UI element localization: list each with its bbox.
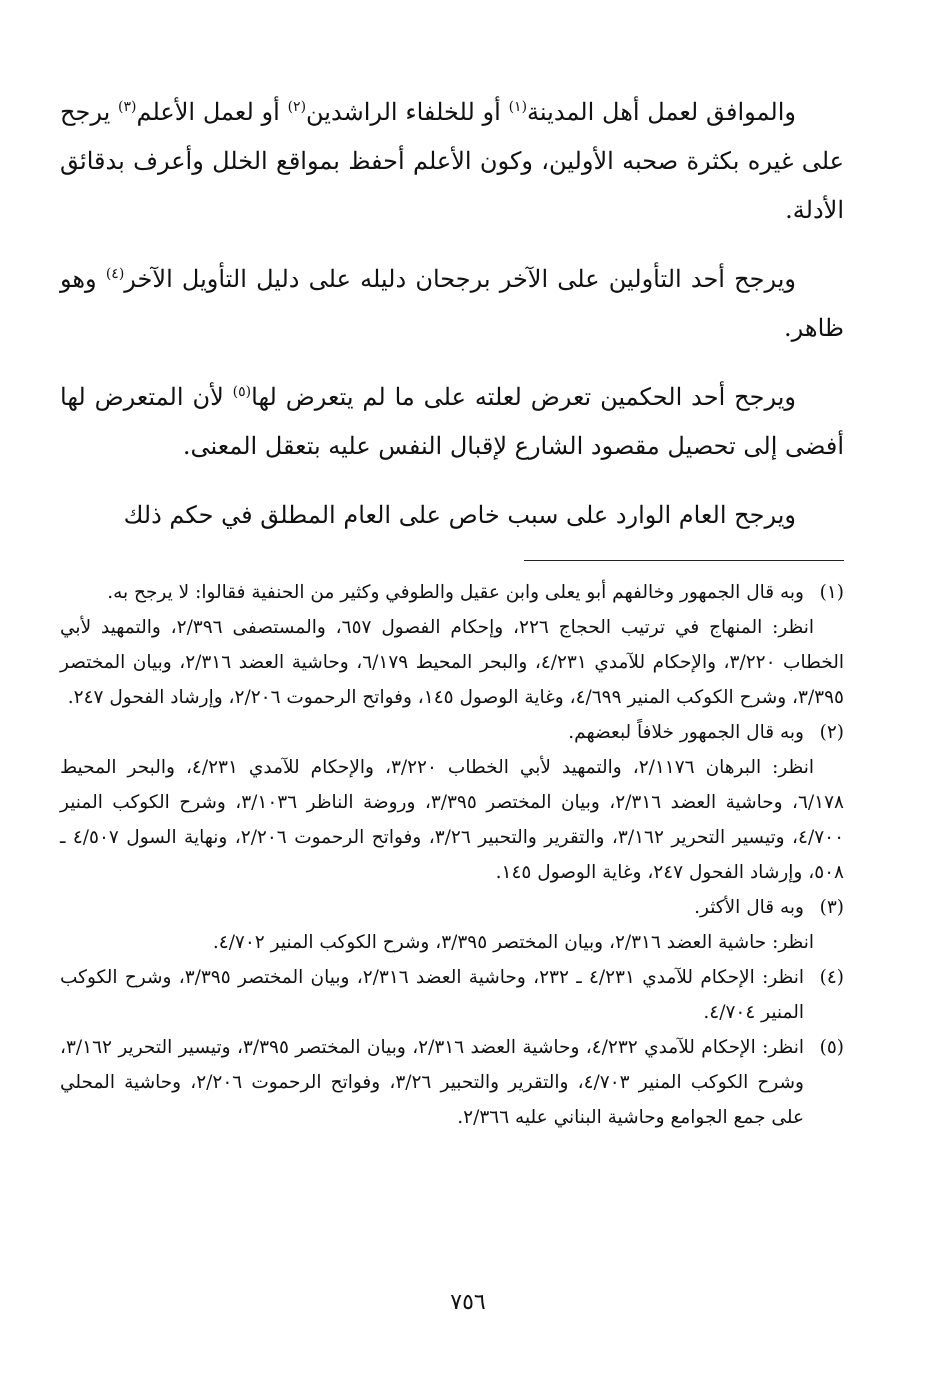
main-paragraph (60, 373, 844, 471)
footnote-item (60, 890, 844, 960)
text-span: وهو ظاهر. (60, 265, 844, 342)
footnote-text: وبه قال الأكثر. (694, 897, 804, 918)
footnotes (60, 575, 844, 1135)
text-span: والموافق لعمل أهل المدينة (527, 98, 796, 126)
text-span: لأن المتعرض لها أفضى إلى تحصيل مقصود الشارع لإقبال النفس عليه بتعقل المعنى. (60, 383, 844, 460)
footnote-body (60, 960, 804, 1030)
footnote-item (60, 575, 844, 715)
footnote-references: انظر: المنهاج في ترتيب الحجاج ٢٢٦، وإحكام الفصول ٦٥٧، والمستصفى ٢/٣٩٦، والتمهيد لأبي الخطاب ٣/٢٢٠، والإحكام للآمدي ٤/٢٣١، والبحر المحيط ٦/١٧٩، وحاشية العضد ٢/٣١٦، وبيان المختصر ٣/٣٩٥، وشرح الكوكب المنير ٤/٦٩٩، وغاية الوصول ١٤٥، وفواتح الرحموت ٢/٢٠٦، وإرشاد الفحول ٢٤٧. (60, 617, 845, 708)
footnote-text: وبه قال الجمهور خلافاً لبعضهم. (568, 722, 804, 743)
footnote-item (60, 715, 844, 890)
footnote-references: انظر: حاشية العضد ٢/٣١٦، وبيان المختصر ٣/٣٩٥، وشرح الكوكب المنير ٤/٧٠٢. (212, 932, 814, 953)
footnote-item (60, 1030, 844, 1135)
footnote-body (60, 1030, 804, 1135)
footnote-references: انظر: البرهان ٢/١١٧٦، والتمهيد لأبي الخطاب ٣/٢٢٠، والإحكام للآمدي ٤/٢٣١، والبحر المحيط ٦/١٧٨، وحاشية العضد ٢/٣١٦، وبيان المختصر ٣/٣٩٥، وروضة الناظر ٣/١٠٣٦، وشرح الكوكب المنير ٤/٧٠٠، وتيسير التحرير ٣/١٦٢، والتقرير والتحبير ٣/٢٦، وفواتح الرحموت ٢/٢٠٦، ونهاية السول ٤/٥٠٧ ـ ٥٠٨، وإرشاد الفحول ٢٤٧، وغاية الوصول ١٤٥. (60, 757, 845, 883)
footnote-number: (٣) (819, 897, 844, 918)
footnote-body (60, 890, 814, 960)
footnote-separator (524, 560, 844, 561)
text-span: ويرجح أحد الحكمين تعرض لعلته على ما لم يتعرض لها (251, 383, 797, 411)
footnote-marker: (٣) (118, 99, 137, 115)
text-span: ويرجح العام الوارد على سبب خاص على العام المطلق في حكم ذلك (123, 501, 796, 529)
main-text (60, 88, 844, 540)
footnote-text: انظر: الإحكام للآمدي ٤/٢٣١ ـ ٢٣٢، وحاشية العضد ٢/٣١٦، وبيان المختصر ٣/٣٩٥، وشرح الكوكب المنير ٤/٧٠٤. (60, 967, 804, 1023)
footnote-marker: (٢) (287, 99, 307, 115)
text-span: أو للخلفاء الراشدين (306, 98, 509, 126)
footnote-marker: (١) (508, 99, 528, 115)
footnote-number: (٢) (819, 722, 844, 743)
text-span: أو لعمل الأعلم (136, 98, 288, 126)
text-span: يرجح على غيره بكثرة صحبه الأولين، وكون الأعلم أحفظ بمواقع الخلل وأعرف بدقائق الأدلة. (60, 98, 844, 224)
main-paragraph (60, 491, 844, 540)
main-paragraph (60, 88, 844, 235)
footnote-body (60, 715, 845, 890)
footnote-body (60, 575, 845, 715)
footnote-text: انظر: الإحكام للآمدي ٤/٢٣٢، وحاشية العضد ٢/٣١٦، وبيان المختصر ٣/٣٩٥، وتيسير التحرير ٣/١٦٢، وشرح الكوكب المنير ٤/٧٠٣، والتقرير والتحبير ٣/٢٦، وفواتح الرحموت ٢/٢٠٦، وحاشية المحلي على جمع الجوامع وحاشية البناني عليه ٢/٣٦٦. (60, 1037, 805, 1128)
page-body (60, 88, 844, 1135)
footnote-number: (٤) (819, 967, 844, 988)
text-span: ويرجح أحد التأولين على الآخر برجحان دليله على دليل التأويل الآخر (124, 265, 796, 293)
footnote-number: (١) (819, 582, 844, 603)
footnote-item (60, 960, 844, 1030)
footnote-text: وبه قال الجمهور وخالفهم أبو يعلى وابن عقيل والطوفي وكثير من الحنفية فقالوا: لا يرجح به. (107, 582, 804, 603)
footnote-marker: (٤) (105, 266, 125, 282)
page-number: ٧٥٦ (450, 1290, 486, 1315)
footnote-marker: (٥) (232, 384, 252, 400)
main-paragraph (60, 255, 844, 353)
footnote-number: (٥) (819, 1037, 844, 1058)
